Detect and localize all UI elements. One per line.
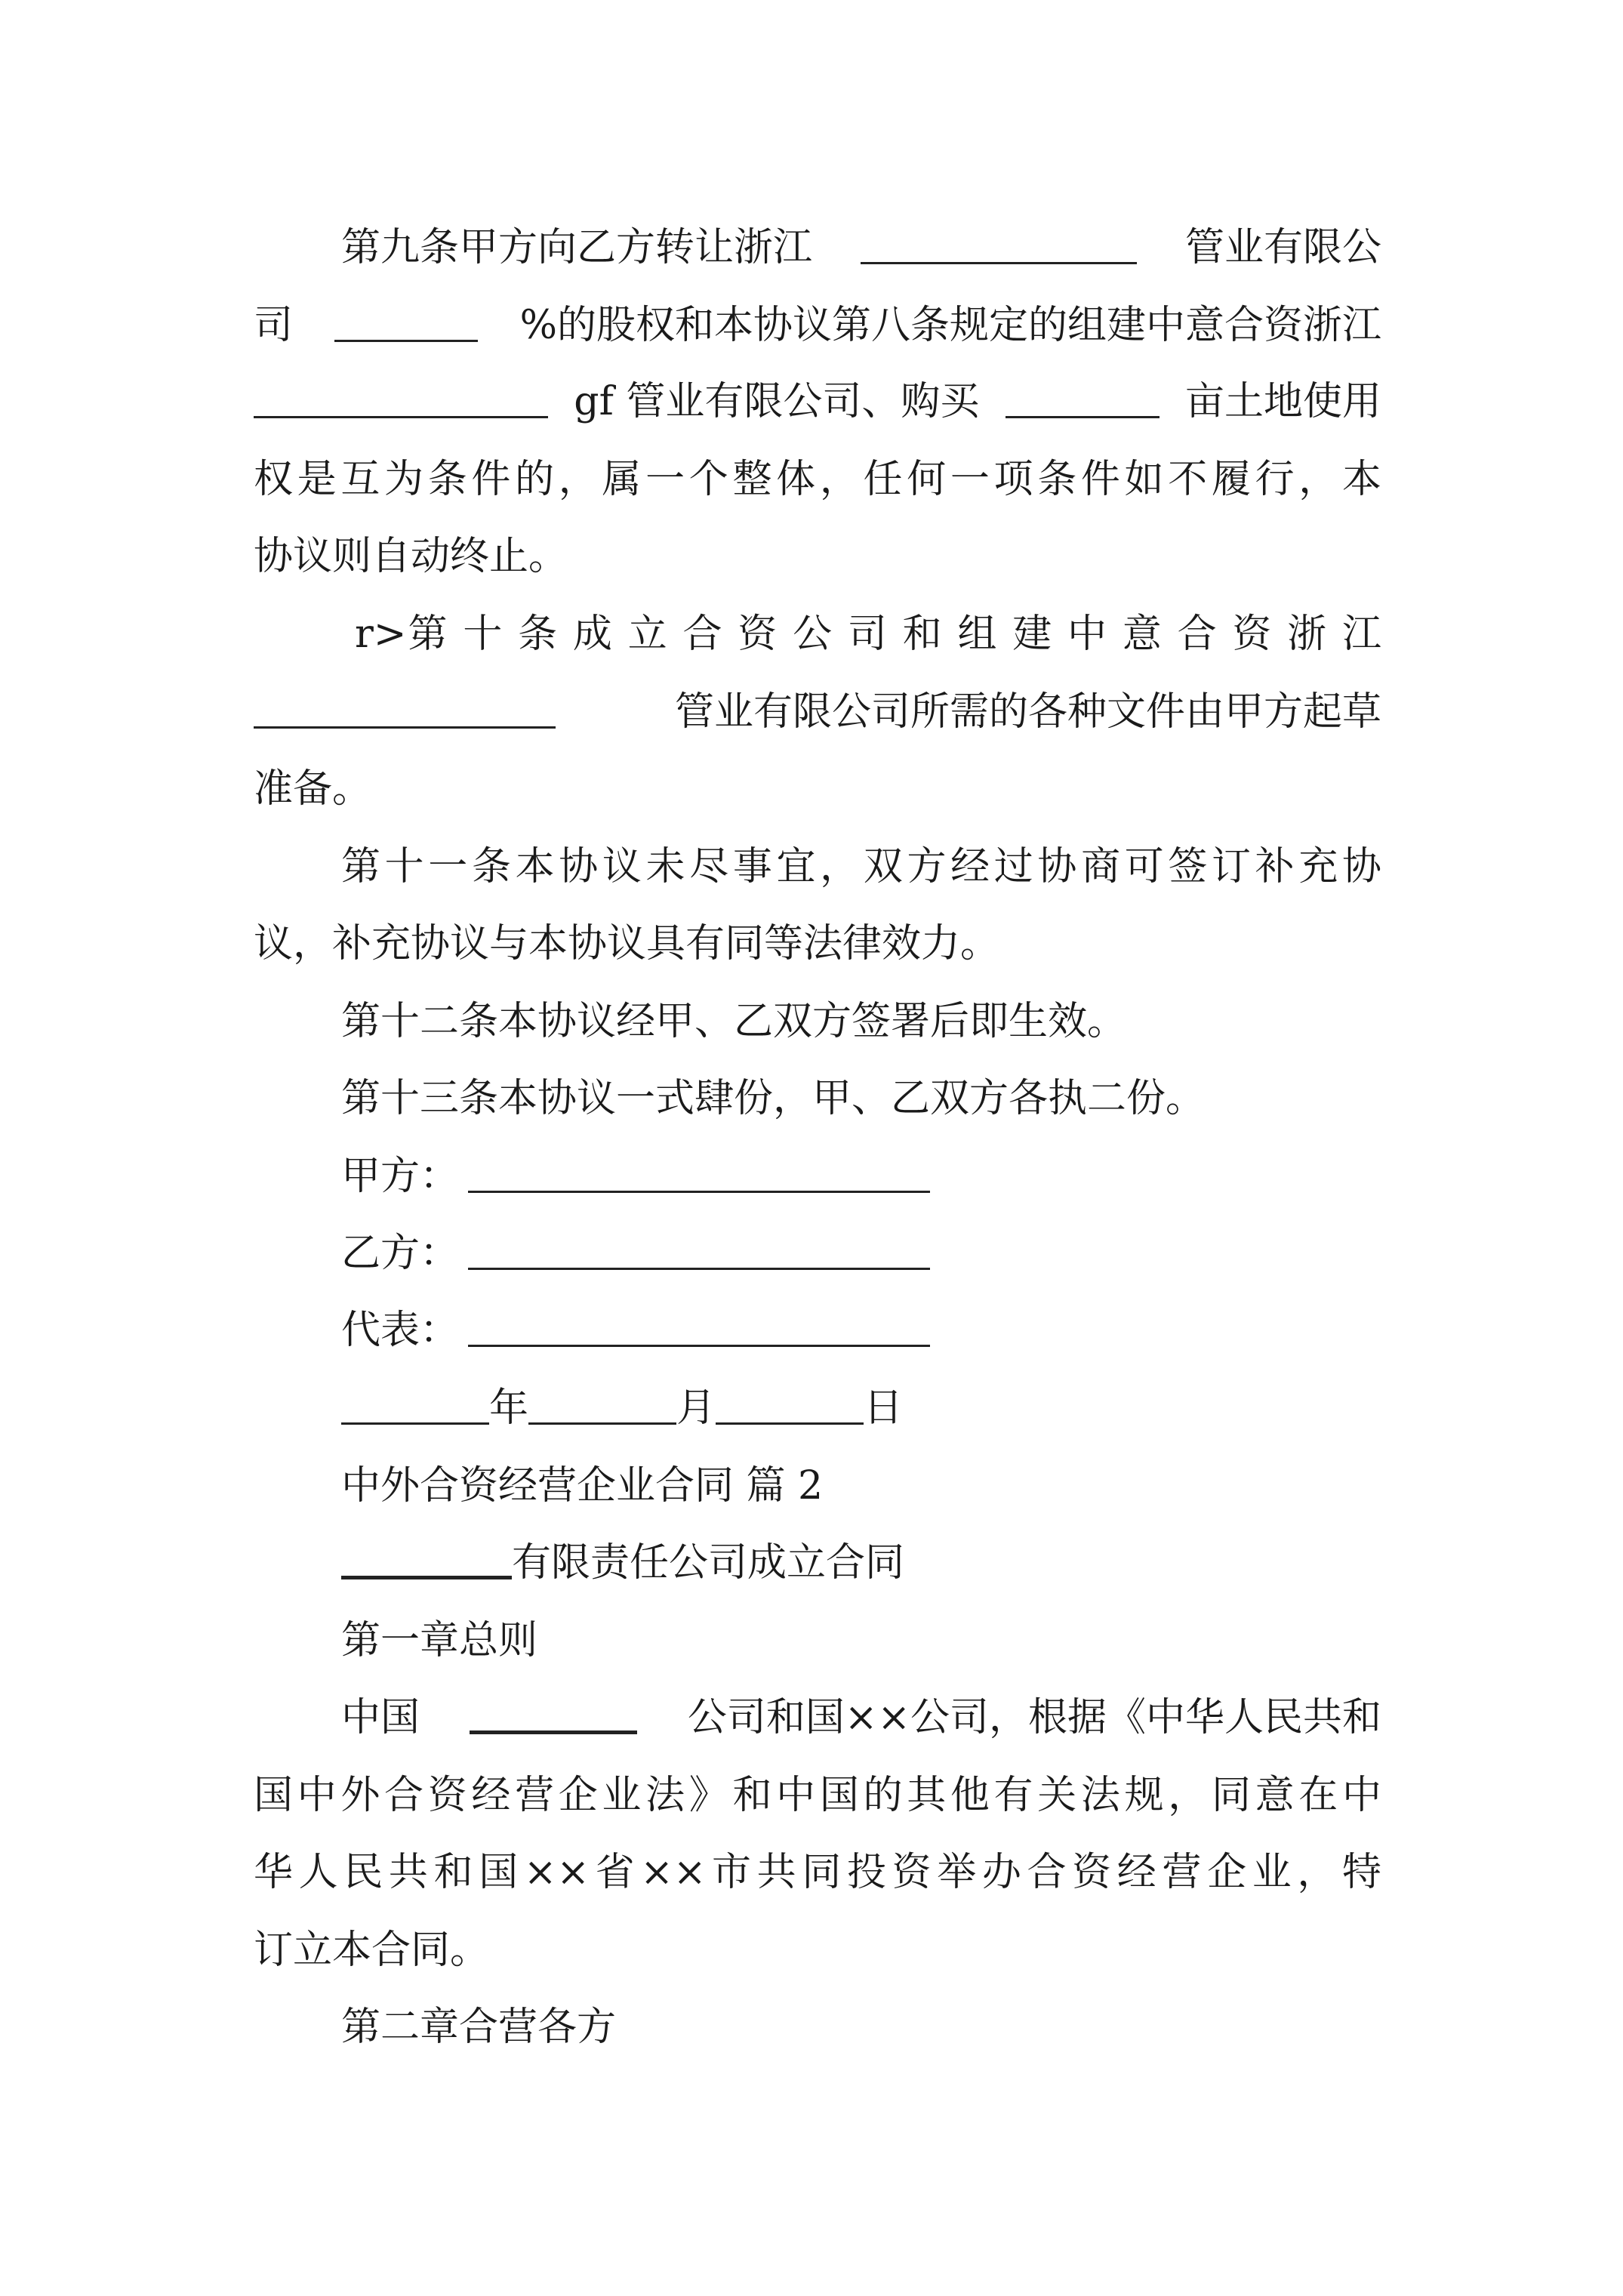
- blank-underline: [334, 295, 478, 342]
- signature-underline: [468, 1300, 930, 1347]
- blank-underline: [254, 371, 548, 418]
- text: 管业有限公司所需的各种文件由甲方起草: [674, 689, 1381, 735]
- intro-line-4: 订立本合同。: [254, 1928, 490, 1973]
- article-11-line-1: 第十一条本协议未尽事宜，双方经过协商可签订补充协: [341, 844, 1381, 889]
- text: gf 管业有限公司、购买: [574, 379, 980, 424]
- text: 亩土地使用: [1184, 379, 1381, 424]
- article-13: 第十三条本协议一式肆份，甲、乙双方各执二份。: [341, 1076, 1206, 1121]
- blank-underline: [861, 217, 1137, 264]
- text: %的股权和本协议第八条规定的组建中意合资浙江: [519, 303, 1381, 348]
- date-line: [341, 1378, 1021, 1438]
- article-11-line-2: 议，补充协议与本协议具有同等法律效力。: [254, 921, 1000, 966]
- month-label: 月: [676, 1385, 716, 1431]
- text: 第九条甲方向乙方转让浙江: [341, 225, 813, 270]
- article-10-line-1: r>第 十 条 成 立 合 资 公 司 和 组 建 中 意 合 资 浙 江: [355, 612, 1381, 657]
- contract-title: [341, 1533, 1381, 1593]
- signature-party-b: [341, 1223, 1021, 1284]
- month-underline: [528, 1378, 676, 1425]
- article-9-line-4: 权是互为条件的，属一个整体，任何一项条件如不履行，本: [254, 457, 1381, 502]
- label: 甲方：: [341, 1154, 460, 1199]
- day-underline: [716, 1378, 864, 1425]
- blank-underline: [470, 1687, 637, 1734]
- signature-party-a: [341, 1146, 1021, 1207]
- article-10-line-3: 准备。: [254, 766, 372, 812]
- signature-underline: [468, 1146, 930, 1193]
- signature-representative: [341, 1300, 1021, 1361]
- text: 司: [254, 303, 294, 348]
- chapter-1-heading: 第一章总则: [341, 1618, 538, 1663]
- text: 有限责任公司成立合同: [512, 1540, 905, 1586]
- section-heading: 中外合资经营企业合同 篇 2: [341, 1463, 824, 1509]
- label: 代表：: [341, 1308, 460, 1353]
- article-9-line-2: [254, 295, 1381, 356]
- day-label: 日: [864, 1385, 904, 1431]
- text: 公司和国××公司，根据《中华人民共和: [687, 1695, 1381, 1740]
- article-9-line-5: 协议则自动终止。: [254, 534, 568, 579]
- intro-line-3: 华人民共和国××省××市共同投资举办合资经营企业，特: [254, 1850, 1381, 1895]
- chapter-2-heading: 第二章合营各方: [341, 2005, 617, 2050]
- label: 乙方：: [341, 1231, 460, 1276]
- article-10-line-2: [254, 682, 1381, 742]
- text: 管业有限公: [1184, 225, 1381, 270]
- text: 中国: [341, 1695, 420, 1740]
- year-underline: [341, 1378, 489, 1425]
- article-9-line-1: [0, 217, 1381, 278]
- blank-underline: [254, 682, 556, 729]
- intro-line-1: [341, 1687, 1381, 1748]
- signature-underline: [468, 1223, 930, 1270]
- year-label: 年: [489, 1385, 529, 1431]
- blank-underline: [341, 1533, 512, 1579]
- article-12: 第十二条本协议经甲、乙双方签署后即生效。: [341, 999, 1127, 1044]
- intro-line-2: 国中外合资经营企业法》和中国的其他有关法规，同意在中: [254, 1773, 1381, 1818]
- article-9-line-3: [254, 371, 1381, 432]
- blank-underline: [1006, 371, 1160, 418]
